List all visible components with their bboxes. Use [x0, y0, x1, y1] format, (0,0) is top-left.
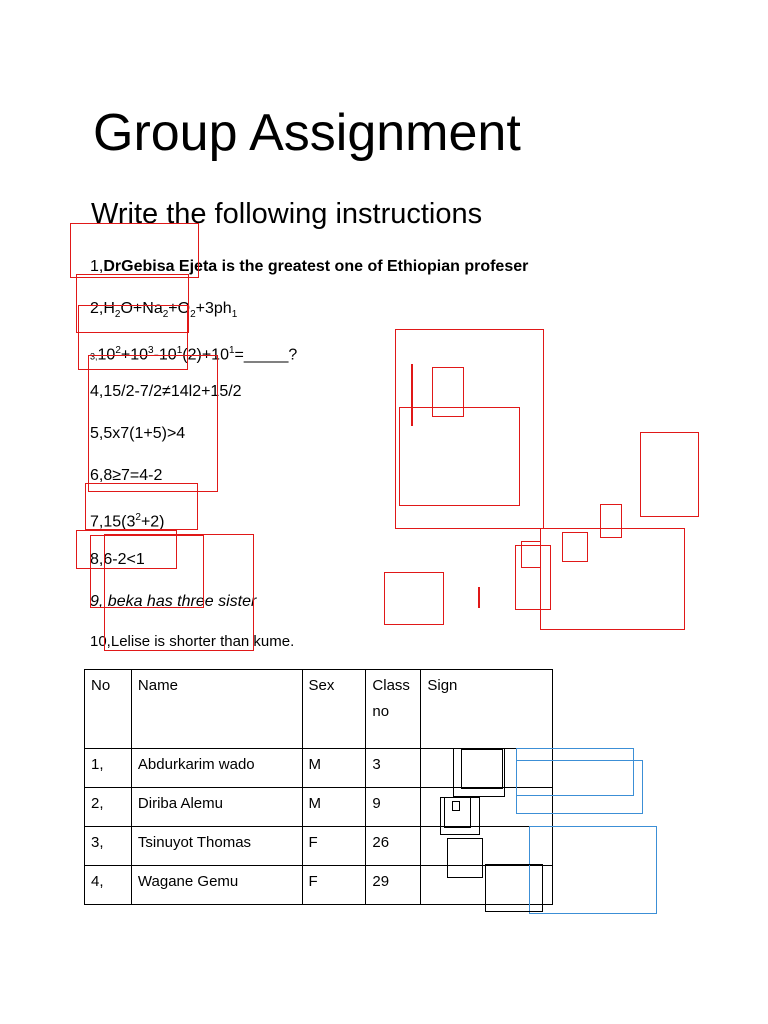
cell-class: 26: [366, 827, 421, 866]
cell-sex: M: [302, 749, 366, 788]
cell-name: Wagane Gemu: [131, 866, 302, 905]
annotation-box: [70, 223, 199, 278]
instruction-2-part-a: 2,H: [90, 300, 115, 317]
cell-no: 4,: [85, 866, 132, 905]
cell-name: Abdurkarim wado: [131, 749, 302, 788]
instruction-3-exp-4: 1: [228, 345, 235, 356]
instruction-2-sub-4: 1: [231, 309, 238, 321]
annotation-box: [640, 432, 699, 517]
instruction-2-part-d: +3ph: [195, 300, 232, 317]
annotation-line: [478, 587, 480, 608]
header-sign: Sign: [421, 670, 553, 749]
instruction-6: 6,8≥7=4-2: [90, 467, 163, 484]
instruction-3-part-b: +10: [120, 346, 149, 364]
instruction-5: 5,5x7(1+5)>4: [90, 425, 186, 442]
cell-class: 3: [366, 749, 421, 788]
instruction-2-part-b: O+Na: [120, 300, 163, 317]
cell-class: 29: [366, 866, 421, 905]
header-class: [366, 670, 421, 749]
instruction-7-part-b: +2): [140, 513, 165, 531]
cell-no: 2,: [85, 788, 132, 827]
instruction-2-part-c: +O: [168, 300, 191, 317]
annotation-box: [88, 355, 218, 492]
instruction-10: 10,Lelise is shorter than kume.: [90, 633, 295, 650]
instruction-7-exp: 2: [135, 512, 141, 523]
page-title: Group Assignment: [93, 104, 521, 162]
annotation-box: [399, 407, 520, 506]
instruction-3-exp-3: 1: [176, 345, 183, 356]
placeholder-glyph-icon: [452, 801, 460, 811]
cell-sex: M: [302, 788, 366, 827]
cell-class: 9: [366, 788, 421, 827]
header-sex: Sex: [302, 670, 366, 749]
instruction-3-part-a: 10: [97, 346, 116, 364]
annotation-box-black: [447, 838, 483, 878]
instruction-4: 4,15/2-7/2≠14l2+15/2: [90, 383, 242, 400]
instruction-2-sub-1: 2: [114, 309, 121, 321]
annotation-box-blue: [529, 826, 657, 914]
annotation-line: [411, 364, 413, 426]
cell-sex: F: [302, 866, 366, 905]
cell-no: 3,: [85, 827, 132, 866]
instruction-3-part-f: =_____?: [234, 346, 298, 364]
instruction-3-number: 3,: [90, 351, 98, 362]
instruction-2-sub-3: 2: [190, 309, 196, 321]
annotation-box-black: [461, 749, 503, 789]
instruction-3-exp-2: 3: [148, 345, 154, 356]
instruction-1-number: 1,: [90, 258, 104, 275]
annotation-box: [384, 572, 444, 625]
instruction-8: 8,6-2<1: [90, 551, 145, 568]
cell-name: Diriba Alemu: [131, 788, 302, 827]
instruction-3-part-d: (2)+10: [182, 346, 229, 364]
annotation-box: [515, 545, 551, 610]
instruction-3-exp-1: 2: [115, 345, 121, 356]
annotation-box-blue: [516, 760, 643, 814]
cell-no: 1,: [85, 749, 132, 788]
annotation-box: [85, 483, 198, 530]
header-class-line-1: Class: [372, 677, 410, 694]
instruction-2-sub-2: 2: [162, 309, 169, 321]
cell-sex: F: [302, 827, 366, 866]
instruction-1-text: DrGebisa Ejeta is the greatest one of Ethiopian profeser: [103, 258, 529, 275]
annotation-box: [432, 367, 464, 417]
header-no: No: [85, 670, 132, 749]
table-header-row: [85, 670, 553, 749]
header-class-line-2: no: [372, 703, 390, 720]
instruction-3-part-c: -10: [153, 346, 177, 364]
instruction-7-part-a: 7,15(3: [90, 513, 136, 531]
header-name: Name: [131, 670, 302, 749]
instruction-9: 9, beka has three sister: [90, 593, 257, 610]
annotation-box: [562, 532, 588, 562]
annotation-box-black: [485, 864, 543, 912]
cell-name: Tsinuyot Thomas: [131, 827, 302, 866]
annotation-box: [104, 534, 254, 651]
page-subtitle: Write the following instructions: [91, 198, 483, 230]
